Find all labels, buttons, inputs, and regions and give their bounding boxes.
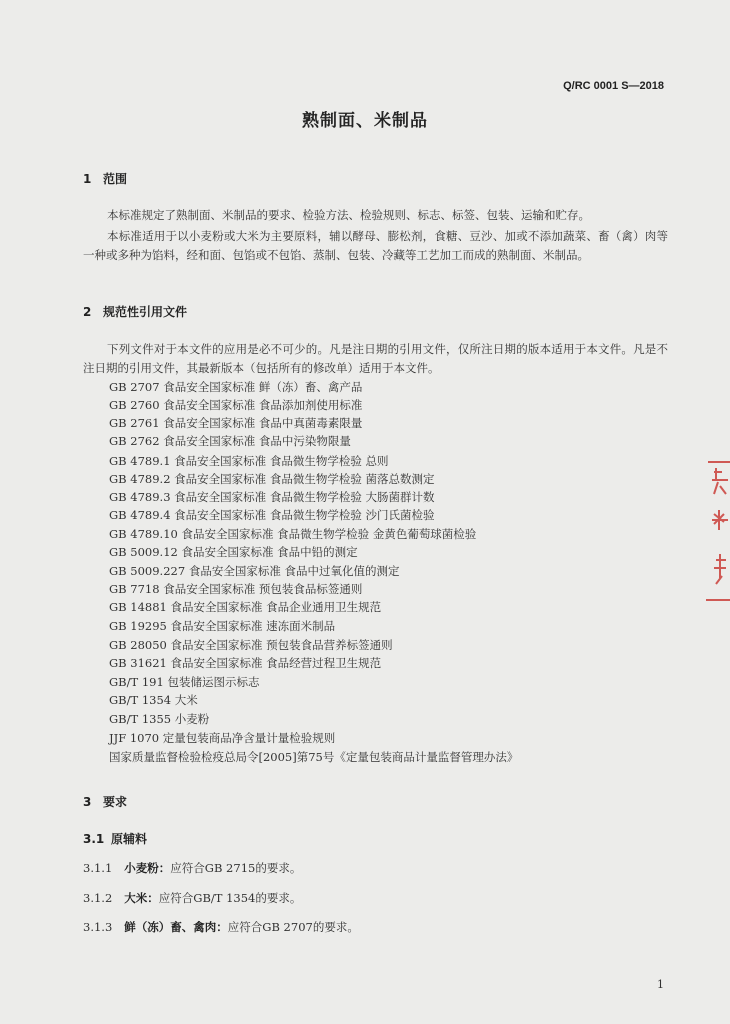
reference-item: GB 4789.4 食品安全国家标准 食品微生物学检验 沙门氏菌检验 [109,508,435,522]
clause-label: 鲜（冻）畜、禽肉： [124,920,228,934]
clause-label: 大米： [124,891,159,905]
reference-item: GB 28050 食品安全国家标准 预包装食品营养标签通则 [109,638,393,652]
reference-item: GB 5009.12 食品安全国家标准 食品中铅的测定 [109,545,358,559]
reference-item: GB 4789.3 食品安全国家标准 食品微生物学检验 大肠菌群计数 [109,490,435,504]
clause-number: 3.1.1 [83,861,113,875]
paragraph: 本标准适用于以小麦粉或大米为主要原料，辅以酵母、膨松剂，食糖、豆沙、加或不添加蔬菜、畜（禽）肉等一种或多种为馅料，经和面、包馅或不包馅、蒸制、包装、冷藏等工艺加工而成的熟制面、米制品。 [83,229,668,262]
reference-item: GB/T 1354 大米 [109,693,198,707]
reference-item: 国家质量监督检验检疫总局令[2005]第75号《定量包装商品计量监督管理办法》 [109,750,519,764]
section-2-heading [83,303,187,320]
seal-stamp [700,450,730,610]
clause-text: 应符合GB/T 1354的要求。 [158,891,302,905]
paragraph: 本标准规定了熟制面、米制品的要求、检验方法、检验规则、标志、标签、包装、运输和贮存。 [107,208,590,222]
reference-item: GB 4789.1 食品安全国家标准 食品微生物学检验 总则 [109,454,389,468]
section-number: 3 [83,795,92,809]
subsection-title: 原辅料 [111,832,148,846]
clause-number: 3.1.2 [83,891,113,905]
reference-item: GB 2760 食品安全国家标准 食品添加剂使用标准 [109,398,363,412]
reference-item: GB/T 1355 小麦粉 [109,712,210,726]
clause-number: 3.1.3 [83,920,113,934]
clause-text: 应符合GB 2707的要求。 [227,920,359,934]
subsection-3-1-heading [83,830,147,847]
clause-text: 应符合GB 2715的要求。 [170,861,302,875]
reference-item: GB 4789.10 食品安全国家标准 食品微生物学检验 金黄色葡萄球菌检验 [109,527,477,541]
page-number: 1 [657,978,664,991]
reference-item: GB 31621 食品安全国家标准 食品经营过程卫生规范 [109,656,382,670]
reference-item: GB 4789.2 食品安全国家标准 食品微生物学检验 菌落总数测定 [109,472,435,486]
reference-item: GB 19295 食品安全国家标准 速冻面米制品 [109,619,336,633]
clause-3-1-3 [83,919,359,935]
clause-label: 小麦粉： [124,861,171,875]
section-title: 要求 [103,795,128,809]
clause-3-1-2 [83,890,301,906]
reference-item: GB 2707 食品安全国家标准 鲜（冻）畜、禽产品 [109,380,363,394]
document-title: 熟制面、米制品 [302,111,428,131]
section-title: 范围 [103,172,128,186]
reference-item: GB 7718 食品安全国家标准 预包装食品标签通则 [109,582,363,596]
paragraph: 下列文件对于本文件的应用是必不可少的。凡是注日期的引用文件，仅所注日期的版本适用于本文件。凡是不注日期的引用文件，其最新版本（包括所有的修改单）适用于本文件。 [83,342,668,375]
reference-item: GB 2762 食品安全国家标准 食品中污染物限量 [109,434,351,448]
reference-item: JJF 1070 定量包装商品净含量计量检验规则 [109,731,336,745]
section-title: 规范性引用文件 [103,305,188,319]
section-3-heading [83,793,127,810]
section-number: 2 [83,305,92,319]
subsection-number: 3.1 [83,832,105,846]
reference-item: GB 14881 食品安全国家标准 食品企业通用卫生规范 [109,600,382,614]
clause-3-1-1 [83,860,301,876]
reference-item: GB 2761 食品安全国家标准 食品中真菌毒素限量 [109,416,363,430]
section-number: 1 [83,172,92,186]
reference-item: GB 5009.227 食品安全国家标准 食品中过氧化值的测定 [109,564,400,578]
standard-number: Q/RC 0001 S—2018 [563,80,664,92]
section-1-heading [83,170,127,187]
reference-item: GB/T 191 包装储运图示标志 [109,675,260,689]
